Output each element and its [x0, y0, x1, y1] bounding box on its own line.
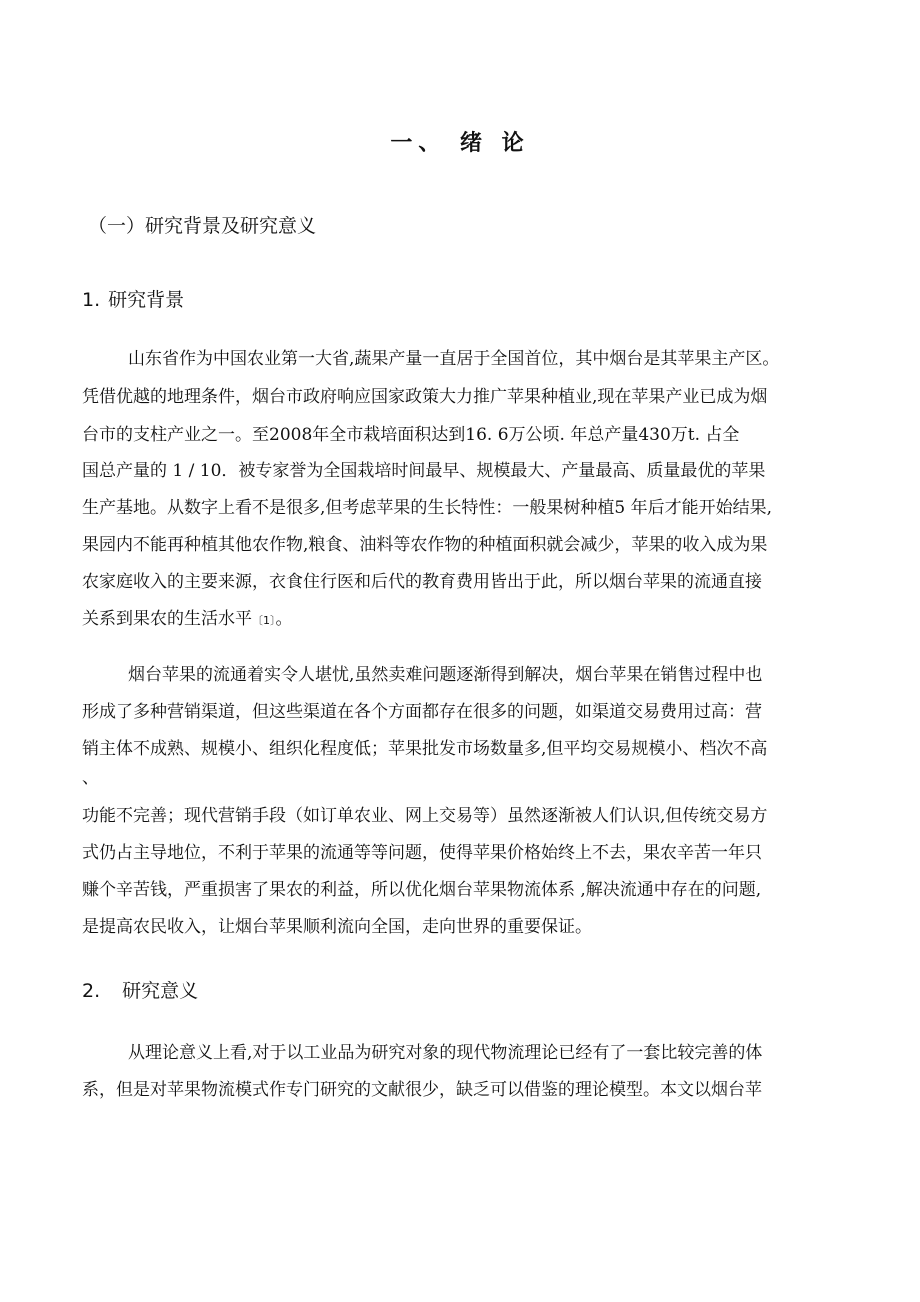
paragraph-line: 赚个辛苦钱，严重损害了果农的利益，所以优化烟台苹果物流体系 ,解决流通中存在的问题, [82, 880, 762, 900]
paragraph-line: 果园内不能再种植其他农作物,粮食、油料等农作物的种植面积就会减少，苹果的收入成为果 [82, 535, 768, 555]
paragraph-line: 、 [82, 768, 99, 788]
paragraph-line: 国总产量的 1 / 10．被专家誉为全国栽培时间最早、规模最大、产量最高、质量最优的苹果 [82, 461, 766, 481]
paragraph-line: 形成了多种营销渠道，但这些渠道在各个方面都存在很多的问题，如渠道交易费用过高：营 [82, 702, 762, 722]
chapter-title: 一、 绪 论 [390, 131, 530, 156]
subsection-title: 研究背景 [108, 289, 185, 311]
paragraph-line: 系，但是对苹果物流模式作专门研究的文献很少，缺乏可以借鉴的理论模型。本文以烟台苹 [82, 1080, 762, 1100]
paragraph-text-end: 。 [275, 609, 293, 629]
paragraph-text: 关系到果农的生活水平 [82, 609, 252, 629]
paragraph-line: 生产基地。从数字上看不是很多,但考虑苹果的生长特性：一般果树种植5 年后才能开始结果, [82, 498, 773, 518]
paragraph-line: 功能不完善；现代营销手段（如订单农业、网上交易等）虽然逐渐被人们认识,但传统交易方 [82, 806, 768, 826]
paragraph-line: 销主体不成熟、规模小、组织化程度低；苹果批发市场数量多,但平均交易规模小、档次不高 [82, 739, 768, 759]
section-heading: （一）研究背景及研究意义 [88, 215, 317, 237]
subsection-number: 1. [82, 289, 101, 311]
paragraph-line-last [82, 607, 293, 633]
paragraph-line: 农家庭收入的主要来源，衣食住行医和后代的教育费用皆出于此，所以烟台苹果的流通直接 [82, 572, 762, 592]
subsection-title: 研究意义 [122, 980, 199, 1002]
paragraph-line: 是提高农民收入，让烟台苹果顺利流向全国，走向世界的重要保证。 [82, 917, 592, 937]
subsection-heading-background [82, 284, 184, 316]
subsection-heading-significance [82, 975, 198, 1007]
subsection-number: 2. [82, 980, 101, 1002]
paragraph-line: 从理论意义上看,对于以工业品为研究对象的现代物流理论已经有了一套比较完善的体 [128, 1043, 763, 1063]
paragraph-line: 山东省作为中国农业第一大省,蔬果产量一直居于全国首位，其中烟台是其苹果主产区。 [128, 349, 780, 369]
paragraph-line: 烟台苹果的流通着实令人堪忧,虽然卖难问题逐渐得到解决，烟台苹果在销售过程中也 [128, 665, 763, 685]
paragraph-line: 台市的支柱产业之一。至2008年全市栽培面积达到16. 6万公顷. 年总产量430万t. 占全 [82, 425, 740, 445]
citation-reference: 〔1〕 [252, 614, 276, 627]
paragraph-line: 式仍占主导地位，不利于苹果的流通等等问题，使得苹果价格始终上不去，果农辛苦一年只 [82, 843, 762, 863]
paragraph-line: 凭借优越的地理条件，烟台市政府响应国家政策大力推广苹果种植业,现在苹果产业已成为烟 [82, 387, 768, 407]
